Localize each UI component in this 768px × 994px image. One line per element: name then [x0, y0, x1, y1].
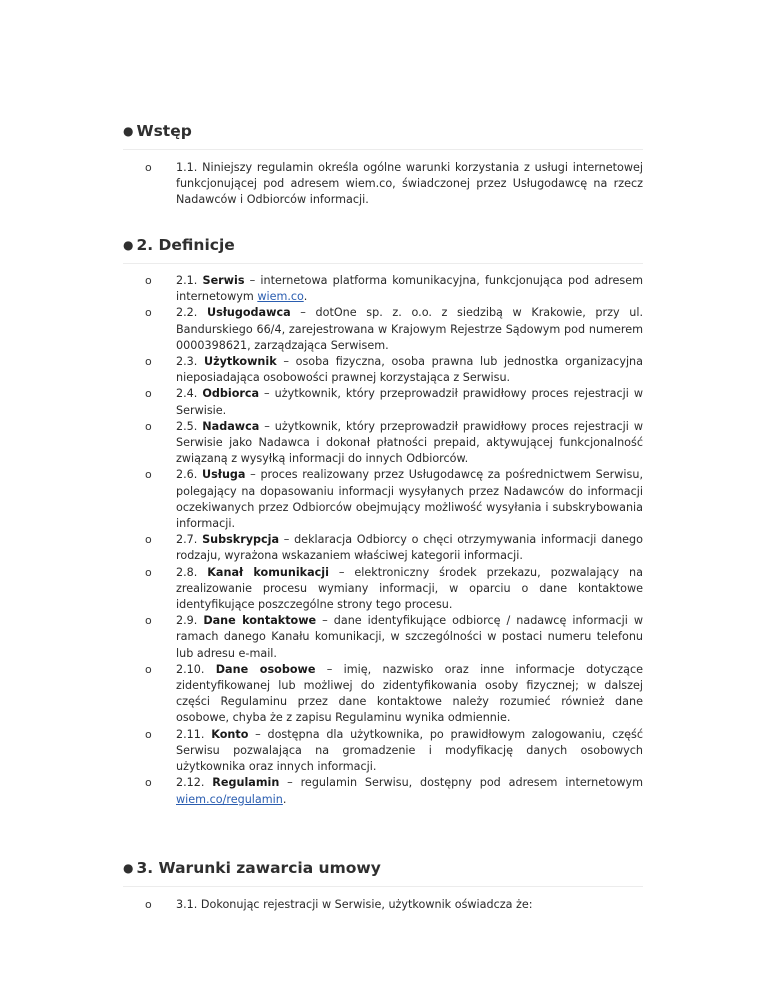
section-definicje: [123, 232, 643, 808]
circle-bullet-icon: o: [145, 306, 152, 320]
section-heading: ● 2. Definicje: [123, 236, 235, 254]
list-item: o 2.6. Usługa – proces realizowany przez Usługodawcę za pośrednictwem Serwisu, polegający na dopasowaniu informacji wysyłanych przez Nadawców do informacji oczekiwanych przez Odbiorców obejmujący możliwość wysyłania i subskrybowania informacji.: [145, 468, 643, 531]
item-list: [123, 160, 643, 209]
circle-bullet-icon: o: [145, 565, 152, 579]
list-item: o 2.2. Usługodawca – dotOne sp. z. o.o. z siedzibą w Krakowie, przy ul. Bandurskiego 66/4, zarejestrowana w Krajowym Rejestrze Sądowym pod numerem 0000398621, zarządzająca Serwisem.: [145, 306, 644, 352]
list-item: o 2.12. Regulamin – regulamin Serwisu, dostępny pod adresem internetowym wiem.co/regulamin.: [145, 776, 643, 806]
circle-bullet-icon: o: [145, 727, 152, 741]
circle-bullet-icon: o: [145, 776, 152, 790]
section-warunki: [123, 855, 643, 913]
list-item: o 2.1. Serwis – internetowa platforma komunikacyjna, funkcjonująca pod adresem internetowym wiem.co.: [145, 274, 644, 304]
section-heading: ● Wstęp: [123, 122, 192, 140]
circle-bullet-icon: o: [145, 387, 152, 401]
circle-bullet-icon: o: [145, 614, 152, 628]
circle-bullet-icon: o: [145, 274, 152, 287]
circle-bullet-icon: o: [145, 898, 152, 911]
bullet-dot-icon: ●: [123, 861, 134, 875]
serwis-link[interactable]: wiem.co: [257, 290, 304, 304]
list-item: o 1.1. Niniejszy regulamin określa ogólne warunki korzystania z usługi internetowej funkcjonującej pod adresem wiem.co, świadczonej przez Usługodawcę na rzecz Nadawców i Odbiorców informacji.: [145, 161, 643, 207]
list-item: o 2.9. Dane kontaktowe – dane identyfikujące odbiorcę / nadawcę informacji w ramach danego Kanału komunikacji, w szczególności w postaci numeru telefonu lub adresu e-mail.: [145, 614, 643, 660]
circle-bullet-icon: o: [145, 662, 152, 676]
item-list: [123, 897, 643, 913]
circle-bullet-icon: o: [145, 468, 152, 482]
divider: [123, 263, 643, 264]
list-item: o 2.11. Konto – dostępna dla użytkownika, po prawidłowym zalogowaniu, część Serwisu pozwalająca na gromadzenie i modyfikację danych osobowych użytkownika oraz innych informacji.: [145, 727, 643, 774]
section-wstep: [123, 118, 643, 209]
list-item: o 2.8. Kanał komunikacji – elektroniczny środek przekazu, pozwalający na zrealizowanie procesu wymiany informacji, w oparciu o dane kontaktowe identyfikujące poszczególne strony tego procesu.: [145, 565, 643, 612]
item-list: [123, 273, 643, 808]
list-item: o 2.5. Nadawca – użytkownik, który przeprowadził prawidłowy proces rejestracji w Serwisie jako Nadawca i dokonał płatności prepaid, aktywującej funkcjonalność związaną z wysyłką informacji do innych Odbiorców.: [145, 419, 643, 466]
list-item: o 2.3. Użytkownik – osoba fizyczna, osoba prawna lub jednostka organizacyjna nieposiadająca osobowości prawnej korzystająca z Serwisu.: [145, 355, 643, 385]
divider: [123, 149, 643, 150]
list-item: o 2.4. Odbiorca – użytkownik, który przeprowadził prawidłowy proces rejestracji w Serwisie.: [145, 387, 644, 417]
bullet-dot-icon: ●: [123, 124, 134, 138]
circle-bullet-icon: o: [145, 355, 152, 369]
circle-bullet-icon: o: [145, 161, 152, 174]
list-item: o 2.10. Dane osobowe – imię, nazwisko oraz inne informacje dotyczące zidentyfikowanej lub możliwej do zidentyfikowania osoby fizycznej; w dalszej części Regulaminu przez dane kontaktowe należy rozumieć również dane osobowe, chyba że z zapisu Regulaminu wynika odmiennie.: [145, 662, 643, 725]
section-heading: ● 3. Warunki zawarcia umowy: [123, 859, 381, 877]
circle-bullet-icon: o: [145, 419, 152, 433]
bullet-dot-icon: ●: [123, 238, 134, 252]
regulamin-link[interactable]: wiem.co/regulamin: [176, 792, 283, 806]
divider: [123, 886, 643, 887]
circle-bullet-icon: o: [145, 533, 152, 547]
list-item: o 3.1. Dokonując rejestracji w Serwisie, użytkownik oświadcza że:: [123, 897, 643, 913]
list-item: o 2.7. Subskrypcja – deklaracja Odbiorcy o chęci otrzymywania informacji danego rodzaju, wyrażona wskazaniem właściwej kategorii informacji.: [145, 533, 644, 563]
